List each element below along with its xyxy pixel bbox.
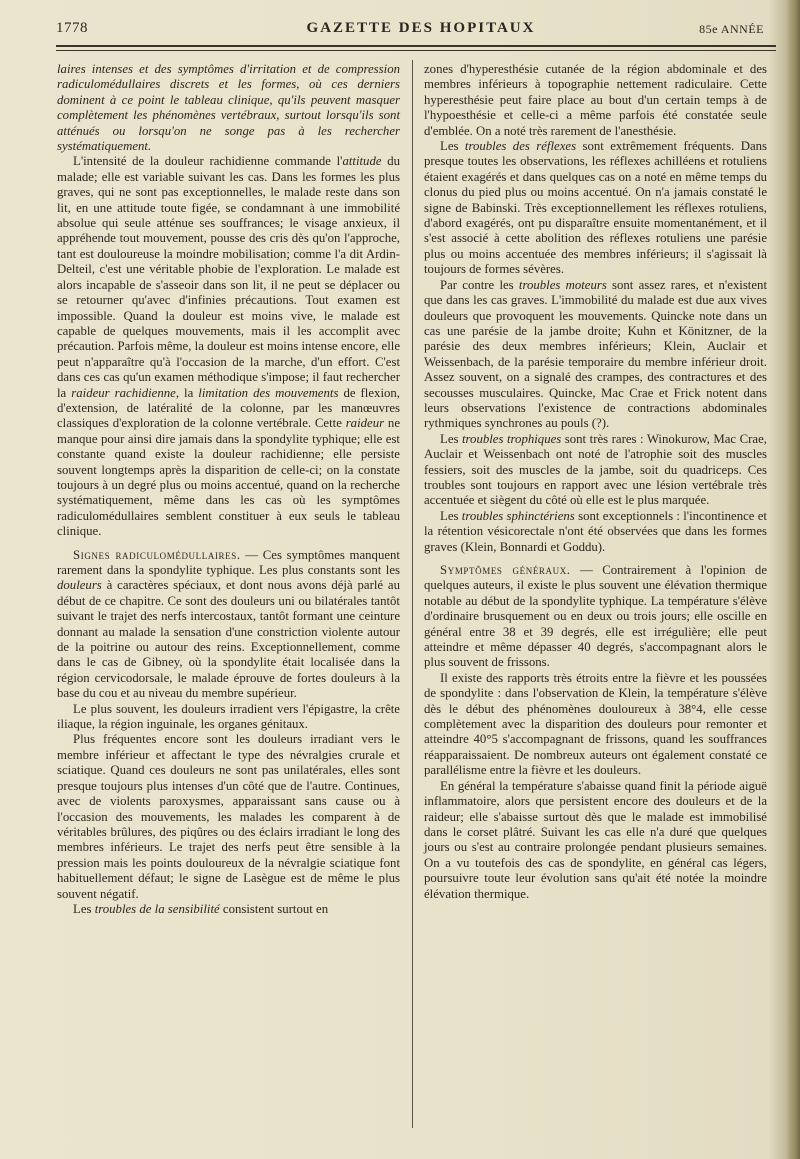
header-rule-thin [56,50,776,51]
paragraph: Les troubles de la sensibilité consistent surtout en [73,901,329,916]
paragraph: Les troubles sphinctériens sont exceptionnels : l'incontinence et la rétention vésicorectale n'ont été observées que dans les formes graves (Klein, Bonnardi et Goddu). [424,508,767,554]
paragraph: laires intenses et des symptômes d'irritation et de compression radiculomédullaires discrets et les formes, où ces derniers dominent à ce point le tableau clinique, qu'ils peuvent masquer complètement les phénomènes vertébraux, surtout lorsqu'ils sont atténués ou lorsqu'on ne songe pas à les rechercher systématiquement. [57,62,400,154]
year-label: 85e ANNÉE [699,22,764,36]
page-header [56,18,786,42]
left-column [57,62,400,917]
paragraph: Plus fréquentes encore sont les douleurs irradiant vers le membre inférieur et affectant le type des névralgies crurale et sciatique. Quand ces douleurs ne sont pas unilatérales, elles sont presque toujours plus intenses d'un côté que de l'autre. Continues, avec de violents paroxysmes, apparaissant sans cause ou à l'occasion des mouvements, les malades les comparent à de véritables brûlures, des piqûres ou des éclairs irradiant le long des membres inférieurs. Le trajet des nerfs peut être sensible à la pression mais les points douloureux de la névralgie sciatique font habituellement défaut; le signe de Lasègue est de même le plus souvent négatif. [57,732,400,901]
paragraph: Les troubles des réflexes sont extrêmement fréquents. Dans presque toutes les observations, les réflexes achilléens et rotuliens étaient exagérés et dans quelques cas on a noté en même temps du clonus du pied plus ou moins accentué. On n'a jamais constaté le signe de Babinski. Très exceptionnellement les réflexes rotuliens, d'abord exagérés, ont pu disparaître ensuite momentanément, et il s'est associé à cette abolition des réflexes rotuliens une parésie plus ou moins accentuée des membres inférieurs; il s'agissait là toujours de formes sévères. [424,139,767,277]
section-heading: Signes radiculomédullaires. [73,547,241,562]
paragraph: Les troubles trophiques sont très rares : Winokurow, Mac Crae, Auclair et Weissenbach ont noté de l'atrophie soit des muscles fessiers, soit des muscles de la jambe, soit du quadriceps. Ces troubles sont toujours en rapport avec une lésion vertébrale très accentuée et siègent du côté où elle est le plus marquée. [424,431,767,508]
section-heading: Symptômes généraux. [440,563,571,577]
paragraph: Symptômes généraux. — Contrairement à l'opinion de quelques auteurs, il existe le plus souvent une élévation thermique notable au début de la spondylite typhique. La température s'élève d'ordinaire brusquement ou en deux ou trois jours; elle oscille en général entre 38 et 39 degrés, elle est irrégulière; elle peut atteindre et même dépasser 40 degrés, s'accompagnant alors le plus souvent de frissons. [424,563,768,670]
paragraph: Par contre les troubles moteurs sont assez rares, et n'existent que dans les cas graves. L'immobilité du malade est due aux vives douleurs que provoquent les mouvements. Quincke note dans un cas une parésie de la jambe droite; Kuhn et Könitzner, de la parésie des deux membres inférieurs; Klein, Auclair et Weissenbach, de la parésie temporaire du membre inférieur droit. Assez souvent, on a signalé des crampes, des contractures et des secousses musculaires. Quincke, Mac Crae et Frick notent dans leurs observations l'existence de contractions abdominales rythmiques synchrones au pouls (?). [424,277,767,431]
page-number: 1778 [56,20,88,36]
page-edge-shadow [786,0,800,1159]
paragraph: Signes radiculomédullaires. — Ces symptômes manquent rarement dans la spondylite typhique. Les plus constants sont les douleurs à caractères spéciaux, et dont nous avons déjà parlé au début de ce chapitre. Ce sont des douleurs uni ou bilatérales tantôt suivant le trajet des nerfs intercostaux, tantôt formant une ceinture donnant au malade la sensation d'une constriction violente autour de la poitrine ou autour des reins. Exceptionnellement, comme dans le cas de Gibney, où la spondylite était localisée dans la région cervicodorsale, le malade éprouve de fortes douleurs à la base du cou et au niveau du membre supérieur. [57,547,400,701]
header-rule-thick [56,45,776,47]
paragraph: L'intensité de la douleur rachidienne commande l'attitude du malade; elle est variable suivant les cas. Dans les formes les plus graves, qui ne sont pas exceptionnelles, le malade reste dans son lit, en une attitude toute figée, se condamnant à une immobilité absolue qui seule atténue ses souffrances; le visage anxieux, il appréhende tout mouvement, pousse des cris dès qu'on l'approche, tant est douloureuse la moindre mobilisation; comme l'a dit Ardin-Delteil, c'est une véritable phobie de l'exploration. Le malade est alors incapable de s'asseoir dans son lit, il ne peut se déplacer ou se retourner qu'avec d'infinies précautions. Tout examen est impossible. Quand la douleur est moins vive, le malade est capable de quelques mouvements, mais il les accomplit avec précaution. Parfois même, la douleur est moins intense encore, elle peut n'apparaître qu'à l'occasion de la marche, d'un effort. C'est dans ces cas qu'un examen méthodique s'impose; il faut rechercher la raideur rachidienne, la limitation des mouvements de flexion, d'extension, de latéralité de la colonne, par les manœuvres classiques d'exploration de la colonne vertébrale. Cette raideur ne manque pour ainsi dire jamais dans la spondylite typhique; elle est constante quand existe la douleur rachidienne; elle persiste souvent longtemps après la disparition de celle-ci; on la constate toujours à un degré plus ou moins accentué, quand on la recherche systématiquement, même dans les cas où les symptômes radiculomédullaires semblent constituer à eux seuls le tableau clinique. [57,154,400,539]
column-divider [412,60,413,1128]
paragraph: Le plus souvent, les douleurs irradient vers l'épigastre, la crête iliaque, la région inguinale, les organes génitaux. [57,701,400,732]
paragraph: En général la température s'abaisse quand finit la période aiguë inflammatoire, alors que persistent encore des douleurs et de la raideur; elle s'abaisse surtout dès que le malade est immobilisé dans le corset plâtré. Suivant les cas elle n'a duré que quelques jours ou s'est au contraire prolongée pendant plusieurs semaines. On a vu toutefois des cas de spondylite, en général cas légers, poursuivre toute leur évolution sans qu'ait été notée la moindre élévation thermique. [424,778,767,901]
journal-title: GAZETTE DES HOPITAUX [306,20,536,36]
paragraph: zones d'hyperesthésie cutanée de la région abdominale et des membres inférieurs à topographie nettement radiculaire. Cette hyperesthésie peut faire place au bout d'un certain temps à de l'hypoesthésie et celle-ci a même parfois été constatée seule d'emblée. On a noté très rarement de l'anesthésie. [424,62,767,138]
paragraph: Il existe des rapports très étroits entre la fièvre et les poussées de spondylite : dans l'observation de Klein, la température s'élève dès le début des phénomènes douloureux à 38°4, elle cesse complètement avec la disparition des douleurs pour remonter et atteindre 40°5 s'accompagnant de frissons, quand les souffrances réapparaissaient. De nombreux auteurs ont également constaté ce parallélisme entre la fièvre et les douleurs. [424,670,767,778]
right-column [424,62,767,902]
